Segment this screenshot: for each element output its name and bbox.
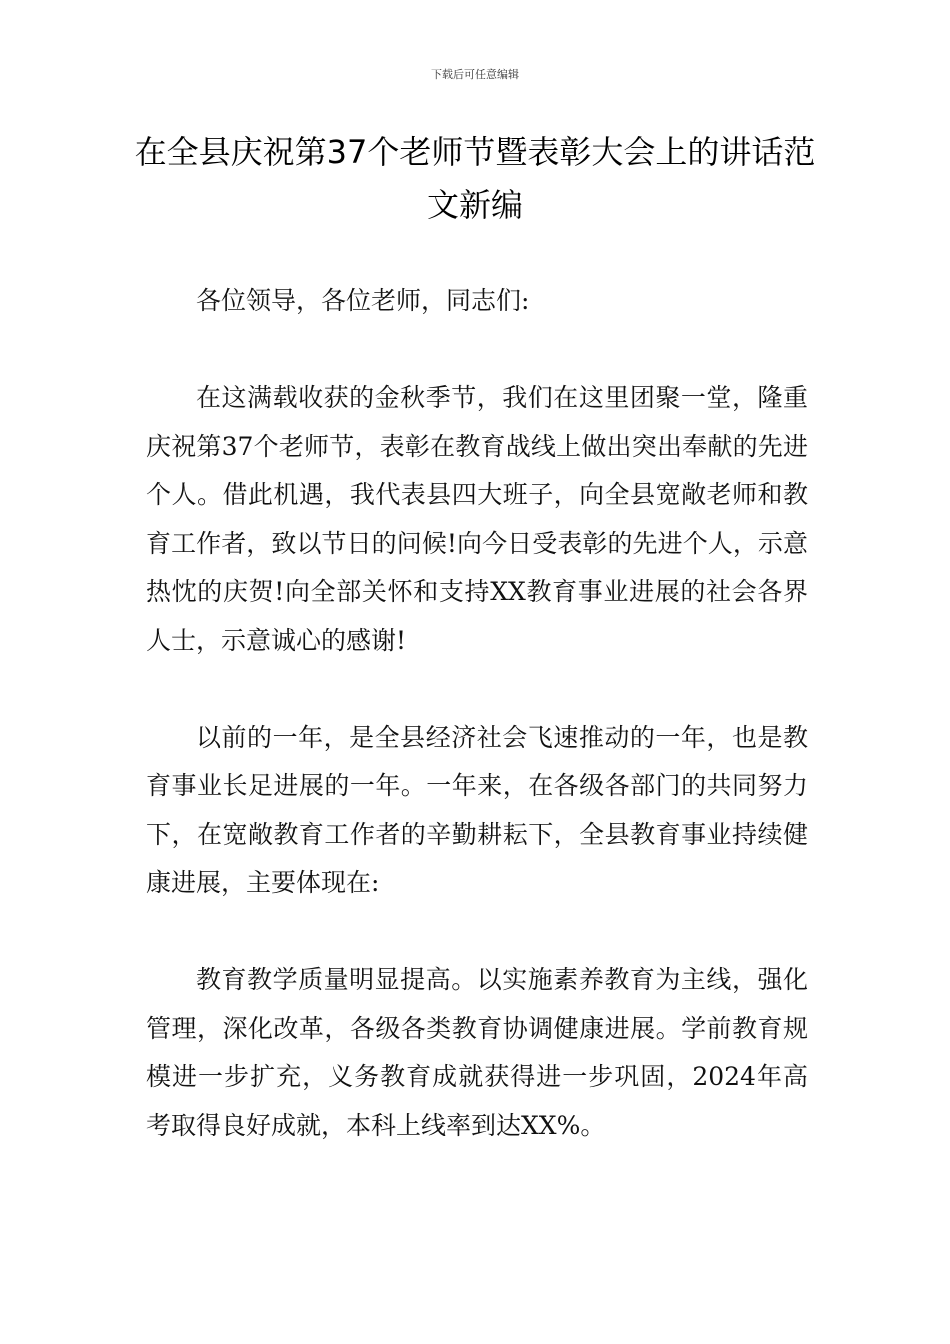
- salutation: 各位领导，各位老师，同志们:: [196, 286, 530, 315]
- paragraph-1: 在这满载收获的金秋季节，我们在这里团聚一堂，隆重庆祝第37个老师节，表彰在教育战线上做出突出奉献的先进个人。借此机遇，我代表县四大班子，向全县宽敞老师和教育工作者，致以节日的问候!向今日受表彰的先进个人，示意热忱的庆贺!向全部关怀和支持XX教育事业进展的社会各界人士，示意诚心的感谢!: [146, 383, 808, 655]
- paragraph-3: 教育教学质量明显提高。以实施素养教育为主线，强化管理，深化改革，各级各类教育协调健康进展。学前教育规模进一步扩充，义务教育成就获得进一步巩固，2024年高考取得良好成就，本科上线率到达XX%。: [146, 965, 808, 1140]
- document-title: 在全县庆祝第37个老师节暨表彰大会上的讲话范文新编: [134, 133, 816, 224]
- header-note: 下载后可任意编辑: [431, 68, 519, 81]
- paragraph-2: 以前的一年，是全县经济社会飞速推动的一年，也是教育事业长足进展的一年。一年来，在各级各部门的共同努力下，在宽敞教育工作者的辛勤耕耘下，全县教育事业持续健康进展，主要体现在:: [146, 722, 808, 897]
- document-body: [146, 277, 808, 1150]
